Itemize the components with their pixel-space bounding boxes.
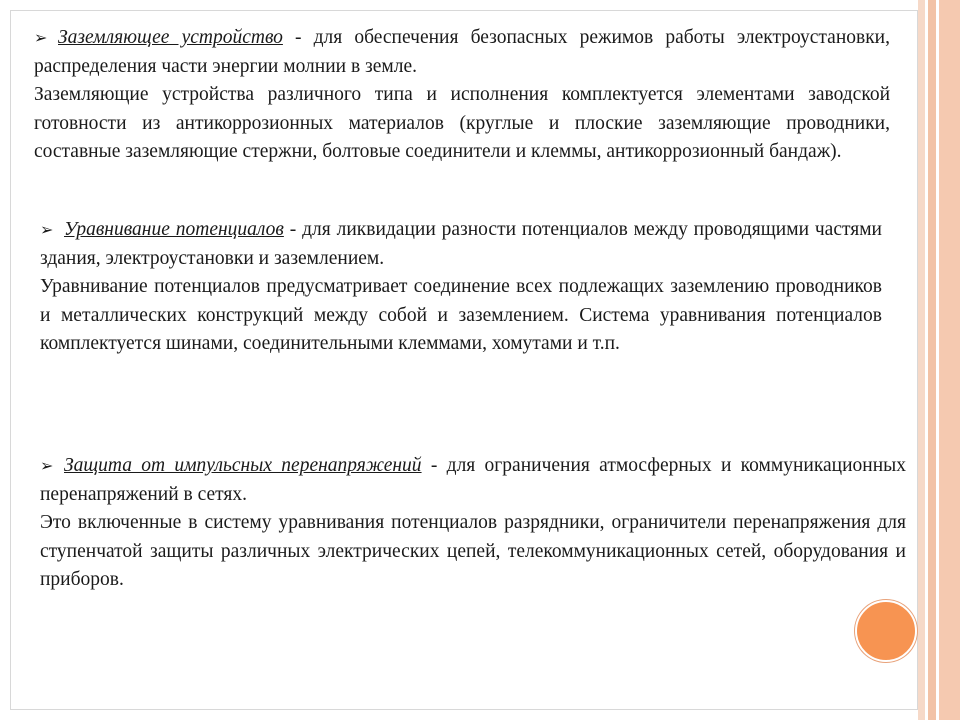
section-lead <box>40 216 882 273</box>
arrow-bullet-icon: ➢ <box>40 220 54 239</box>
section-grounding-device <box>34 24 890 167</box>
section-body: Это включенные в систему уравнивания потенциалов разрядники, ограничители перенапряжения для ступенчатой защиты различных электрических цепей, телекоммуникационных сетей, оборудования и приборов. <box>40 512 906 591</box>
section-body: Уравнивание потенциалов предусматривает соединение всех подлежащих заземлению проводников и металлических конструкций между собой и заземлением. Система уравнивания потенциалов комплектуется шинами, соединительными клеммами, хомутами и т.п. <box>40 276 882 355</box>
section-term: Защита от импульсных перенапряжений <box>64 455 422 476</box>
section-lead-text: - для ограничения атмосферных и коммуникационных перенапряжений в сетях. <box>40 455 907 505</box>
section-body: Заземляющие устройства различного типа и исполнения комплектуется элементами заводской готовности из антикоррозионных материалов (круглые и плоские заземляющие проводники, составные заземляющие стержни, болтовые соединители и клеммы, антикоррозионный бандаж). <box>34 84 890 163</box>
section-lead <box>34 24 890 81</box>
arrow-bullet-icon: ➢ <box>34 28 48 47</box>
section-term: Уравнивание потенциалов <box>64 219 284 240</box>
section-lead-text: - для ликвидации разности потенциалов между проводящими частями здания, электроустановки и заземлением. <box>40 219 882 269</box>
decorative-side-stripes <box>918 0 960 720</box>
decorative-orange-circle <box>855 600 917 662</box>
section-lead-text: - для обеспечения безопасных режимов работы электроустановки, распределения части энергии молнии в земле. <box>34 27 890 77</box>
section-term: Заземляющее устройство <box>58 27 283 48</box>
section-surge-protection <box>40 452 906 595</box>
section-lead <box>40 452 906 509</box>
arrow-bullet-icon: ➢ <box>40 456 54 475</box>
section-potential-equalization <box>40 216 882 359</box>
